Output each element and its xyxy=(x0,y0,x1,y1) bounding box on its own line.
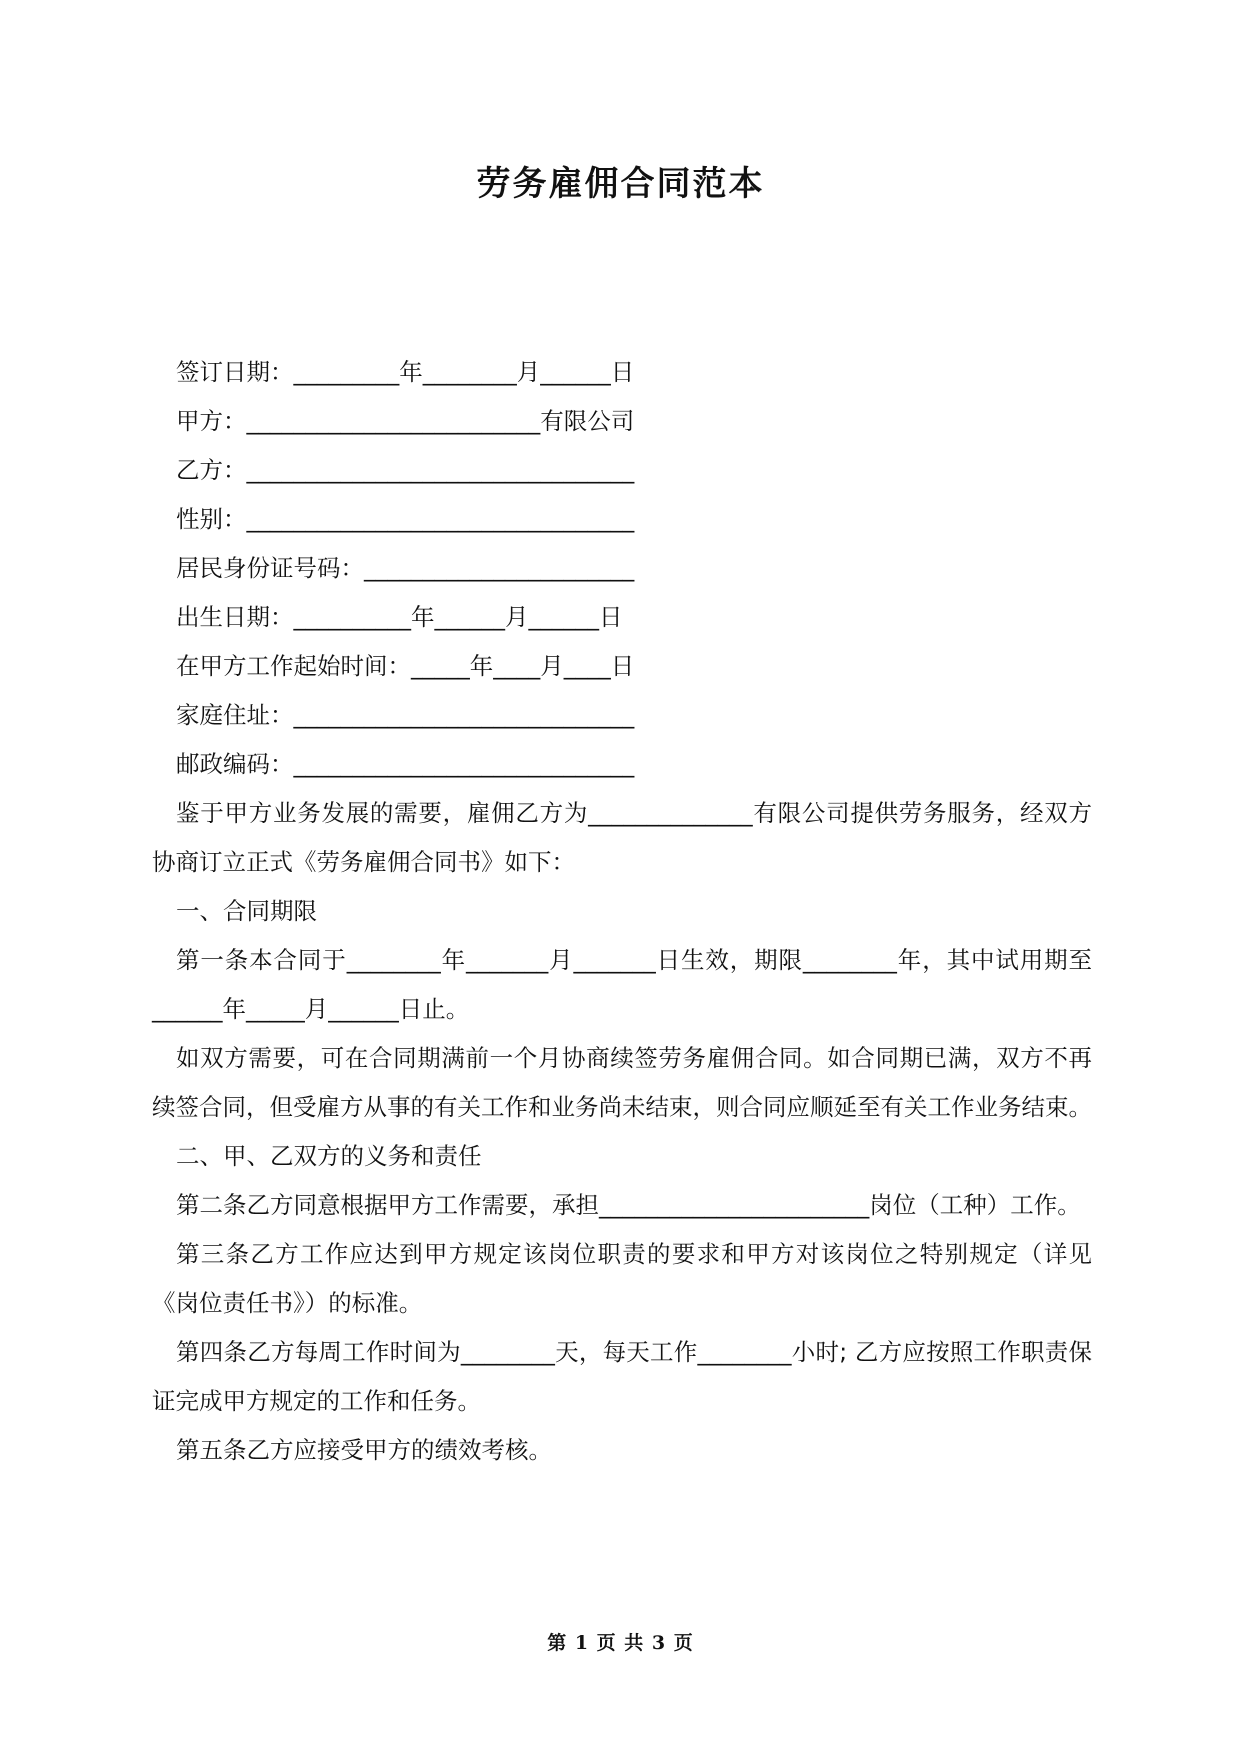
field-address: 家庭住址：_____________________________ xyxy=(176,701,635,729)
paragraph-renewal: 如双方需要，可在合同期满前一个月协商续签劳务雇佣合同。如合同期已满，双方不再续签合同，但受雇方从事的有关工作和业务尚未结束，则合同应顺延至有关工作业务结束。 xyxy=(152,1044,1092,1121)
article-3: 第三条乙方工作应达到甲方规定该岗位职责的要求和甲方对该岗位之特别规定（详见《岗位责任书》）的标准。 xyxy=(152,1240,1092,1317)
field-postcode: 邮政编码：_____________________________ xyxy=(176,750,635,778)
paragraph-intro: 鉴于甲方业务发展的需要，雇佣乙方为______________有限公司提供劳务服务，经双方协商订立正式《劳务雇佣合同书》如下： xyxy=(152,799,1092,876)
field-birth-date: 出生日期：__________年______月______日 xyxy=(176,603,623,631)
field-id-number: 居民身份证号码：_______________________ xyxy=(176,554,635,582)
section-heading-term: 一、合同期限 xyxy=(176,897,317,925)
field-party-a: 甲方：_________________________有限公司 xyxy=(176,407,635,435)
article-2: 第二条乙方同意根据甲方工作需要，承担_______________________岗位（工种）工作。 xyxy=(176,1191,1081,1219)
field-sign-date: 签订日期：_________年________月______日 xyxy=(176,358,635,386)
article-1: 第一条本合同于________年_______月_______日生效，期限________年，其中试用期至______年_____月______日止。 xyxy=(152,946,1092,1023)
document-title: 劳务雇佣合同范本 xyxy=(476,164,765,204)
field-start-date: 在甲方工作起始时间：_____年____月____日 xyxy=(176,652,635,680)
section-heading-obligations: 二、甲、乙双方的义务和责任 xyxy=(176,1142,482,1170)
field-party-b: 乙方：_________________________________ xyxy=(176,456,635,484)
page-footer: 第 1 页 共 3 页 xyxy=(547,1632,694,1654)
document-body xyxy=(152,348,1092,1475)
article-5: 第五条乙方应接受甲方的绩效考核。 xyxy=(176,1436,552,1464)
field-gender: 性别：_________________________________ xyxy=(176,505,635,533)
article-4: 第四条乙方每周工作时间为________天，每天工作________小时; 乙方应按照工作职责保证完成甲方规定的工作和任务。 xyxy=(152,1338,1092,1415)
